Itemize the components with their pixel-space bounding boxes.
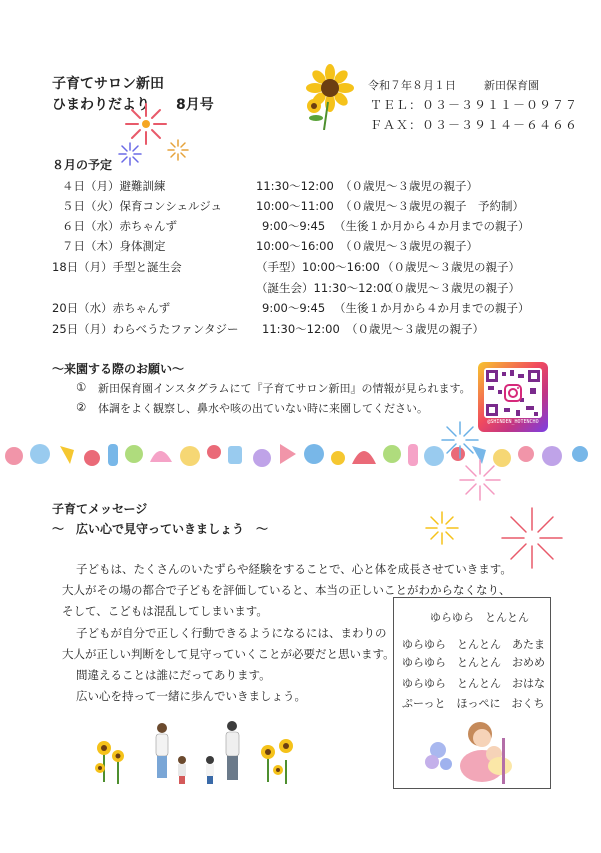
schedule-time: 10:00～16:00 [256,239,334,253]
qr-icon [484,368,542,418]
fireworks-illustration [118,100,198,172]
schedule-time: 11:30～12:00 [256,179,334,193]
schedule-day: ５日（火）保育コンシェルジュ [62,199,222,213]
instagram-handle: @SHINDEN_HOTENCHO [487,419,539,425]
message-heading: 子育てメッセージ [52,502,148,516]
song-line: ゆらゆら とんとん あたま [402,638,545,651]
schedule-day: 20日（水）赤ちゃんず [52,301,171,315]
message-line: 広い心を持って一緒に歩んでいきましょう。 [76,689,306,703]
schedule-time: 10:00～11:00 [256,199,334,213]
schedule-note: （０歳児～３歳児の親子） [340,179,478,193]
issue-month: 8月号 [176,97,214,113]
fax-number: ＦＡＸ：０３－３９１４－６４６６ [370,118,579,132]
family-walking-illustration [92,720,302,790]
schedule-day: ４日（月）避難訓練 [62,179,166,193]
message-line: 大人がその場の都合で子どもを評価していると、本当の正しいことがわからなくなり、 [62,583,511,597]
request-number: ① [76,380,87,394]
schedule-time: （誕生会）11:30～12:00 [256,281,392,295]
song-line: ゆらゆら とんとん おはな [402,677,545,690]
issue-date: 令和７年８月１日 [368,79,456,92]
message-subheading: ～ 広い心で見守っていきましょう ～ [52,522,269,536]
schedule-note: （０歳児～３歳児の親子 予約制） [340,199,524,213]
schedule-note: （０歳児～３歳児の親子） [382,281,520,295]
newsletter-name: ひまわりだより [52,97,150,113]
sunflower-illustration [302,62,362,130]
song-line: ぷーっと ほっぺに おくち [402,697,545,710]
schedule-note: （生後１か月から４か月までの親子） [334,219,530,233]
request-text: 新田保育園インスタグラムにて『子育てサロン新田』の情報が見られます。 [98,382,471,395]
message-line: そして、こどもは混乱してしまいます。 [62,604,268,618]
message-line: 間違えることは誰にだってあります。 [76,668,271,682]
schedule-day: 18日（月）手型と誕生会 [52,260,182,274]
schedule-time: （手型）10:00～16:00 [256,260,380,274]
organization-name: 新田保育園 [484,79,539,92]
mother-and-baby-illustration [422,716,532,784]
schedule-note: （０歳児～３歳児の親子） [340,239,478,253]
schedule-note: （０歳児～３歳児の親子） [346,322,484,336]
message-line: 大人が正しい判断をして見守っていくことが必要だと思います。 [62,647,395,661]
song-title: ゆらゆら とんとん [430,611,529,624]
schedule-time: 9:00～9:45 [262,301,326,315]
request-text: 体調をよく観察し、鼻水や咳の出ていない時に来園してください。 [98,402,428,415]
message-line: 子どもが自分で正しく行動できるようになるには、まわりの [76,626,387,640]
qr-pattern [484,368,542,418]
schedule-time: 9:00～9:45 [262,219,326,233]
requests-heading: ～来園する際のお願い～ [52,362,185,376]
page-title: 子育てサロン新田 [52,76,164,92]
schedule-note: （生後１か月から４か月までの親子） [334,301,530,315]
schedule-note: （０歳児～３歳児の親子） [382,260,520,274]
schedule-time: 11:30～12:00 [262,322,340,336]
schedule-heading: ８月の予定 [52,158,113,172]
song-line: ゆらゆら とんとん おめめ [402,656,545,669]
phone-number: ＴＥＬ：０３－３９１１－０９７７ [370,98,579,112]
request-number: ② [76,400,87,414]
schedule-day: 25日（月）わらべうたファンタジー [52,322,239,336]
message-line: 子どもは、たくさんのいたずらや経験をすることで、心と体を成長させていきます。 [76,562,512,576]
schedule-day: ６日（水）赤ちゃんず [62,219,177,233]
schedule-day: ７日（木）身体測定 [62,239,166,253]
song-box [393,597,551,789]
